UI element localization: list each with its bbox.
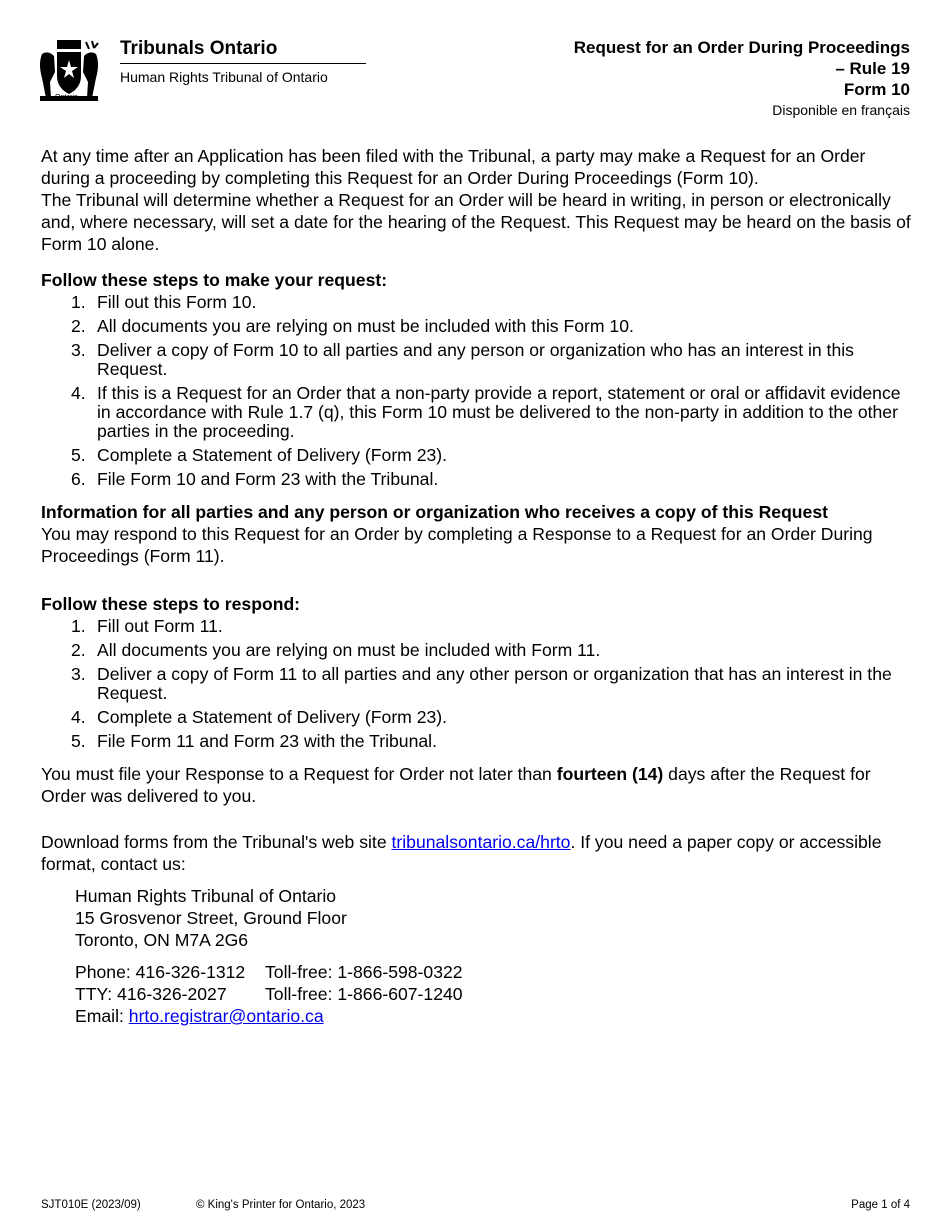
list-item-text: Complete a Statement of Delivery (Form 23). (97, 707, 448, 727)
list-item-number: 2. (71, 640, 86, 660)
form-code: SJT010E (2023/09) (41, 1199, 141, 1211)
contact-info (75, 961, 911, 1027)
main-content (41, 145, 911, 1027)
list-item-number: 1. (71, 292, 86, 312)
list-item-text: File Form 10 and Form 23 with the Tribunal. (97, 469, 439, 489)
org-title: Tribunals Ontario (120, 38, 278, 59)
french-note: Disponible en français (772, 102, 910, 118)
address-line: Human Rights Tribunal of Ontario (75, 886, 337, 906)
address-line: Toronto, ON M7A 2G6 (75, 930, 249, 950)
list-item-text: Fill out this Form 10. (97, 292, 257, 312)
phone-number: Phone: 416-326-1312 (75, 962, 246, 982)
list-item (41, 341, 911, 379)
copyright: © King's Printer for Ontario, 2023 (196, 1199, 366, 1211)
list-item-number: 5. (71, 445, 86, 465)
list-item (41, 641, 911, 660)
respond-steps-list (41, 617, 911, 751)
tty-tollfree: Toll-free: 1-866-607-1240 (265, 984, 463, 1004)
crest-caption: Ontario (55, 94, 78, 101)
deadline-bold: fourteen (14) (556, 764, 664, 784)
request-steps-list (41, 293, 911, 489)
email-link[interactable]: hrto.registrar@ontario.ca (128, 1006, 324, 1026)
info-text: You may respond to this Request for an Order by completing a Response to a Request for an Order During Proceedings (Form 11). (41, 524, 873, 566)
deadline-text-pre: You must file your Response to a Request for Order not later than (41, 764, 557, 784)
list-item-number: 2. (71, 316, 86, 336)
list-item (41, 446, 911, 465)
list-item (41, 293, 911, 312)
tty-number: TTY: 416-326-2027 (75, 984, 227, 1004)
email-row (75, 1005, 911, 1027)
deadline-text-post: days after the Request for Order was delivered to you. (41, 764, 871, 806)
website-link[interactable]: tribunalsontario.ca/hrto (391, 832, 571, 852)
phone-tollfree: Toll-free: 1-866-598-0322 (265, 962, 463, 982)
form-title: Request for an Order During Proceedings (573, 38, 910, 57)
list-item (41, 317, 911, 336)
list-item (41, 708, 911, 727)
mailing-address (75, 885, 911, 951)
list-item-text: Complete a Statement of Delivery (Form 23). (97, 445, 448, 465)
respond-steps-heading: Follow these steps to respond: (41, 594, 301, 614)
intro-paragraph-2: The Tribunal will determine whether a Request for an Order will be heard in writing, in person or electronically and, where necessary, will set a date for the hearing of the Request. This Request may be heard on the basis of Form 10 alone. (41, 190, 911, 254)
list-item-number: 4. (71, 383, 86, 403)
download-paragraph (41, 831, 911, 875)
intro-paragraph-1: At any time after an Application has been filed with the Tribunal, a party may make a Request for an Order during a proceeding by completing this Request for an Order During Proceedings (Form 10). (41, 146, 866, 188)
page-number: Page 1 of 4 (851, 1199, 910, 1211)
list-item (41, 470, 911, 489)
info-heading: Information for all parties and any person or organization who receives a copy of this Request (41, 502, 828, 522)
list-item-number: 5. (71, 731, 86, 751)
org-subtitle: Human Rights Tribunal of Ontario (120, 69, 328, 85)
download-text-pre: Download forms from the Tribunal's web site (41, 832, 392, 852)
list-item-text: Fill out Form 11. (97, 616, 223, 636)
email-label: Email: (75, 1006, 129, 1026)
list-item-number: 1. (71, 616, 86, 636)
deadline-paragraph (41, 763, 911, 807)
list-item-text: All documents you are relying on must be included with this Form 10. (97, 316, 634, 336)
list-item-text: If this is a Request for an Order that a non-party provide a report, statement or oral or affidavit evidence in accordance with Rule 1.7 (q), this Form 10 must be delivered to the non-party in addition to the other parties in the proceeding. (97, 383, 901, 441)
download-text-post: . If you need a paper copy or accessible format, contact us: (41, 832, 882, 874)
request-steps-heading: Follow these steps to make your request: (41, 270, 388, 290)
list-item-text: Deliver a copy of Form 10 to all parties and any person or organization who has an interest in this Request. (97, 340, 854, 379)
list-item-number: 3. (71, 340, 86, 360)
list-item-text: All documents you are relying on must be included with Form 11. (97, 640, 601, 660)
list-item (41, 665, 911, 703)
org-divider (120, 63, 366, 64)
form-number: Form 10 (843, 80, 910, 99)
list-item (41, 384, 911, 441)
list-item-number: 3. (71, 664, 86, 684)
address-line: 15 Grosvenor Street, Ground Floor (75, 908, 347, 928)
list-item-number: 4. (71, 707, 86, 727)
tty-row (75, 983, 911, 1005)
org-block (120, 38, 366, 86)
list-item-number: 6. (71, 469, 86, 489)
form-rule: – Rule 19 (835, 59, 910, 78)
list-item (41, 617, 911, 636)
list-item (41, 732, 911, 751)
form-header (574, 37, 910, 120)
list-item-text: Deliver a copy of Form 11 to all parties and any other person or organization that has an interest in the Request. (97, 664, 892, 703)
list-item-text: File Form 11 and Form 23 with the Tribunal. (97, 731, 437, 751)
phone-row (75, 961, 911, 983)
